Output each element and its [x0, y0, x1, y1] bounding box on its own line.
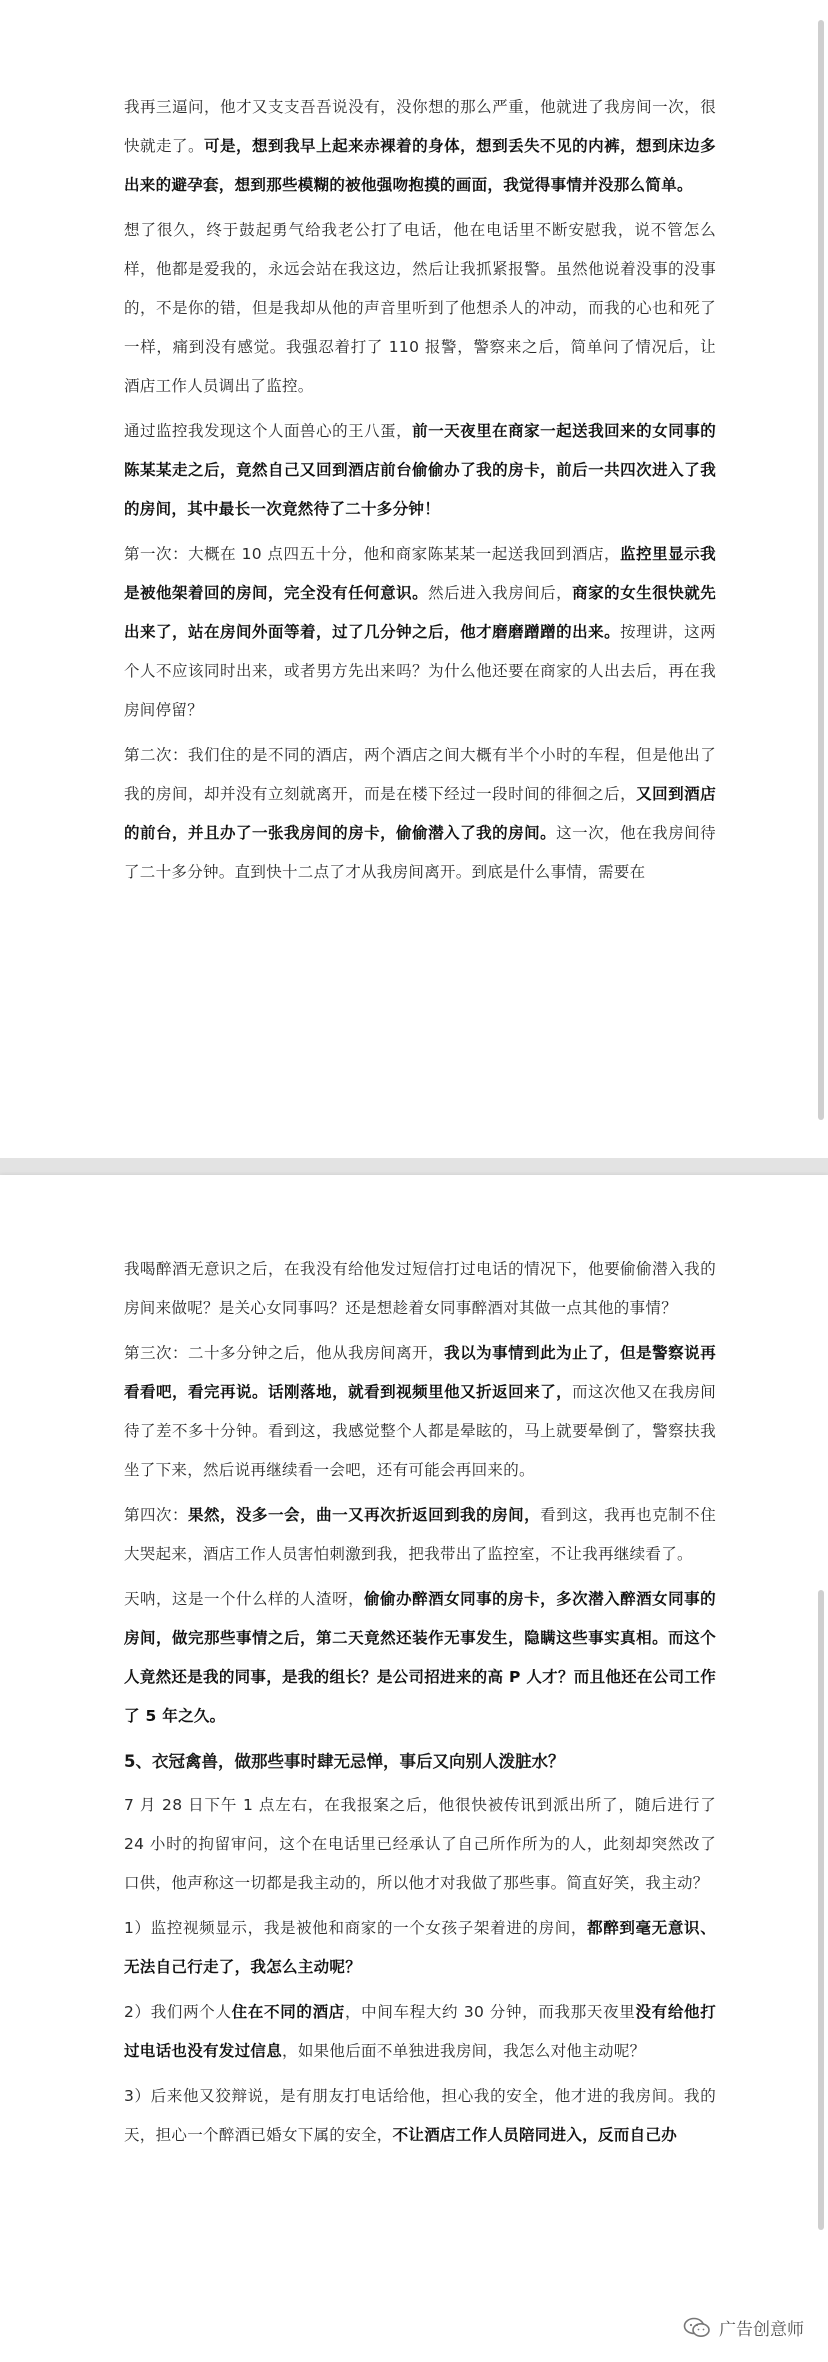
watermark-text: 广告创意师 — [719, 2320, 804, 2340]
text-run: 我喝醉酒无意识之后，在我没有给他发过短信打过电话的情况下，他要偷偷潜入我的房间来做呢？是关心女同事吗？还是想趁着女同事醉酒对其做一点其他的事情？ — [124, 1260, 716, 1317]
text-run: 第三次：二十多分钟之后，他从我房间离开， — [124, 1344, 445, 1362]
text-run: 5、衣冠禽兽，做那些事时肆无忌惮，事后又向别人泼脏水？ — [124, 1752, 565, 1771]
text-run: 看到这，我再也克制不住大哭起来，酒店工作人员害怕刺激到我，把我带出了监控室，不让我再继续看了。 — [124, 1506, 716, 1563]
scrollbar-page-1[interactable] — [818, 20, 824, 1120]
paragraph — [124, 211, 716, 406]
wechat-official-account-icon — [683, 2317, 711, 2339]
bold-text-run: 商家的女生很快就先出来了，站在房间外面等着，过了几分钟之后，他才磨磨蹭蹭的出来。 — [124, 584, 717, 641]
text-run: 天呐，这是一个什么样的人渣呀， — [124, 1590, 365, 1608]
text-run: 2）我们两个人 — [124, 2003, 232, 2021]
text-run: 1）监控视频显示，我是被他和商家的一个女孩子架着进的房间， — [124, 1919, 588, 1937]
document-page-1 — [0, 0, 828, 1158]
bold-text-run: 前一天夜里在商家一起送我回来的女同事的陈某某走之后，竟然自己又回到酒店前台偷偷办了我的房卡，前后一共四次进入了我的房间，其中最长一次竟然待了二十多分钟！ — [124, 422, 717, 518]
text-run: 想了很久，终于鼓起勇气给我老公打了电话，他在电话里不断安慰我，说不管怎么样，他都是爱我的，永远会站在我这边，然后让我抓紧报警。虽然他说着没事的没事的，不是你的错，但是我却从他的声音里听到了他想杀人的冲动，而我的心也和死了一样，痛到没有感觉。我强忍着打了 110 报警，警察来之后，简单问了情况后，让酒店工作人员调出了监控。 — [124, 221, 716, 395]
paragraph — [124, 1580, 716, 1736]
paragraph — [124, 1993, 716, 2071]
bold-text-run: 监控里显示我是被他架着回的房间，完全没有任何意识。 — [124, 545, 716, 602]
paragraph — [124, 412, 716, 529]
paragraph — [124, 2077, 716, 2155]
text-run: 我再三逼问，他才又支支吾吾说没有，没你想的那么严重，他就进了我房间一次，很快就走了。 — [124, 98, 716, 155]
text-run: 按理讲，这两个人不应该同时出来，或者男方先出来吗？为什么他还要在商家的人出去后，再在我房间停留？ — [124, 623, 716, 719]
bold-text-run: 都醉到毫无意识、无法自己行走了，我怎么主动呢？ — [124, 1919, 716, 1976]
text-run: 3）后来他又狡辩说，是有朋友打电话给他，担心我的安全，他才进的我房间。我的天，担心一个醉酒已婚女下属的安全， — [124, 2087, 716, 2144]
text-run: ，中间车程大约 30 分钟，而我那天夜里 — [344, 2003, 636, 2021]
page-1-body — [124, 88, 716, 892]
text-run: 这一次，他在我房间待了二十多分钟。直到快十二点了才从我房间离开。到底是什么事情，需要在 — [124, 824, 716, 881]
text-run: 通过监控我发现这个人面兽心的王八蛋， — [124, 422, 413, 440]
text-run: ，如果他后面不单独进我房间，我怎么对他主动呢？ — [282, 2042, 646, 2060]
bold-text-run: 果然，没多一会，曲一又再次折返回到我的房间， — [188, 1506, 541, 1524]
paragraph — [124, 1786, 716, 1903]
bold-text-run: 可是，想到我早上起来赤裸着的身体，想到丢失不见的内裤，想到床边多出来的避孕套，想到那些模糊的被他强吻抱摸的画面，我觉得事情并没那么简单。 — [124, 137, 716, 194]
text-run: 第四次： — [124, 1506, 189, 1524]
bold-text-run: 住在不同的酒店 — [231, 2003, 345, 2021]
text-run: 第二次：我们住的是不同的酒店，两个酒店之间大概有半个小时的车程，但是他出了我的房间，却并没有立刻就离开，而是在楼下经过一段时间的徘徊之后， — [124, 746, 716, 803]
page-2-body — [124, 1250, 716, 2155]
section-heading — [124, 1742, 716, 1782]
paragraph — [124, 535, 716, 730]
paragraph — [124, 1334, 716, 1490]
document-page-2 — [0, 1175, 828, 2362]
bold-text-run: 不让酒店工作人员陪同进入，反而自己办 — [392, 2126, 678, 2144]
watermark — [683, 2315, 804, 2340]
bold-text-run: 又回到酒店的前台，并且办了一张我房间的房卡，偷偷潜入了我的房间。 — [124, 785, 716, 842]
text-run: 而这次他又在我房间待了差不多十分钟。看到这，我感觉整个人都是晕眩的，马上就要晕倒了，警察扶我坐了下来，然后说再继续看一会吧，还有可能会再回来的。 — [124, 1383, 716, 1479]
paragraph — [124, 1909, 716, 1987]
bold-text-run: 我以为事情到此为止了，但是警察说再看看吧，看完再说。话刚落地，就看到视频里他又折返回来了， — [124, 1344, 716, 1401]
paragraph — [124, 1250, 716, 1328]
text-run: 7 月 28 日下午 1 点左右，在我报案之后，他很快被传讯到派出所了，随后进行了 24 小时的拘留审问，这个在电话里已经承认了自己所作所为的人，此刻却突然改了口供，他声称这一切都是我主动的，所以他才对我做了那些事。简直好笑，我主动？ — [124, 1796, 716, 1892]
bold-text-run: 没有给他打过电话也没有发过信息 — [124, 2003, 716, 2060]
page-gap — [0, 1158, 828, 1175]
scrollbar-page-2[interactable] — [818, 1590, 824, 2230]
bold-text-run: 偷偷办醉酒女同事的房卡，多次潜入醉酒女同事的房间，做完那些事情之后，第二天竟然还装作无事发生，隐瞒这些事实真相。而这个人竟然还是我的同事，是我的组长？是公司招进来的高 P 人才？而且他还在公司工作了 5 年之久。 — [124, 1590, 716, 1725]
paragraph — [124, 1496, 716, 1574]
text-run: 第一次：大概在 10 点四五十分，他和商家陈某某一起送我回到酒店， — [124, 545, 621, 563]
text-run: 然后进入我房间后， — [428, 584, 573, 602]
paragraph — [124, 88, 716, 205]
paragraph — [124, 736, 716, 892]
